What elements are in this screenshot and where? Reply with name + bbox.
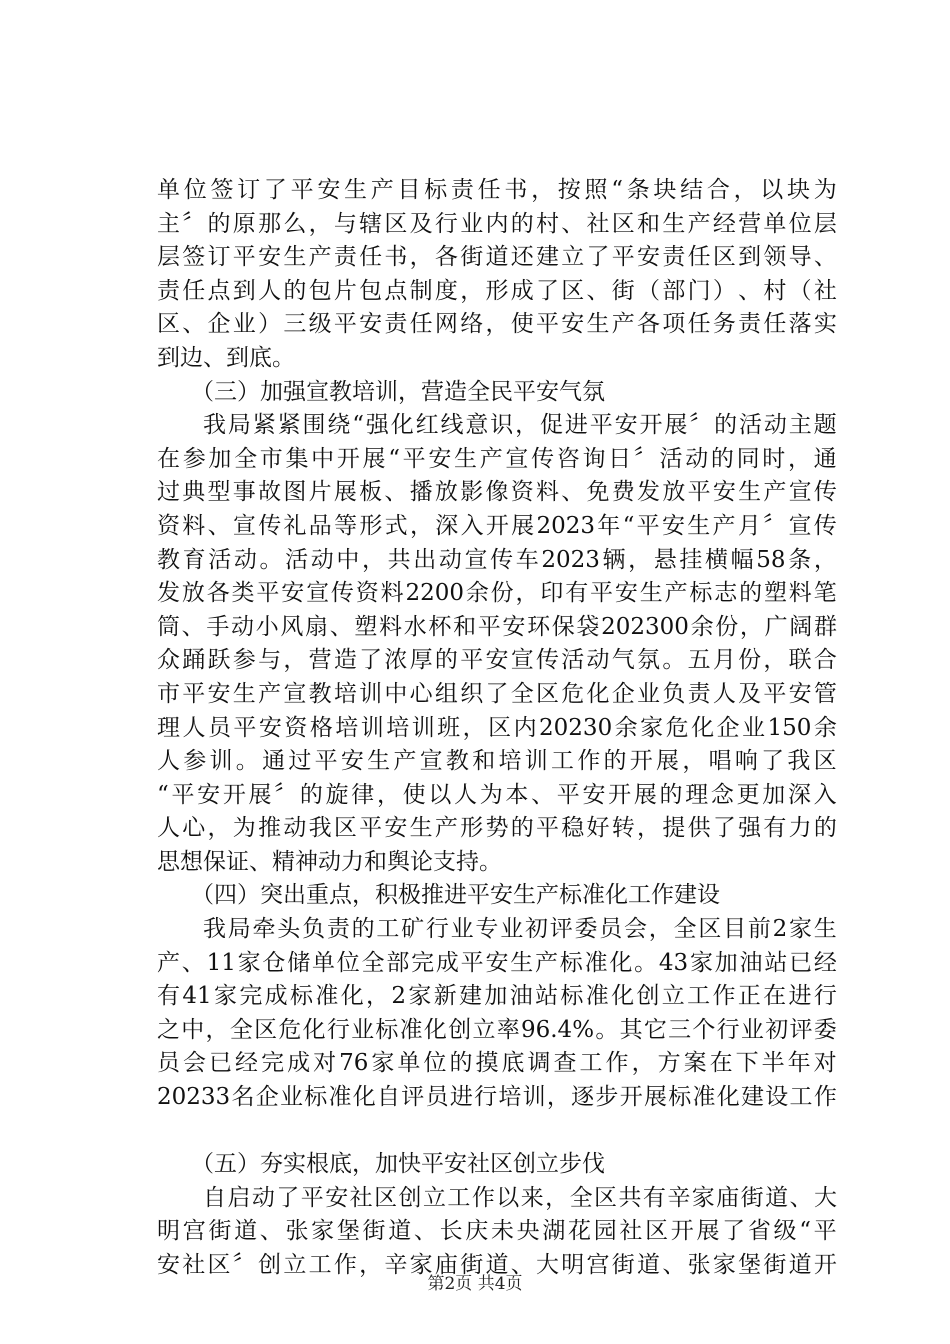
text-line: 员 会 已 经 完 成 对 76 家 单 位 的 摸 底 调 查 工 作 ， 方 案 在 下 半 年 对: [157, 1050, 837, 1077]
text-line: 安 社 区 〞 创 立 工 作 ， 辛 家 庙 街 道 、 大 明 宫 街 道 、 张 家 堡 街 道 开: [157, 1252, 837, 1278]
text-line: 20233 名 企 业 标 准 化 自 评 员 进 行 培 训 ， 逐 步 开 展 标 准 化 建 设 工 作: [157, 1084, 837, 1111]
text-line: 过 典 型 事 故 图 片 展 板 、 播 放 影 像 资 料 、 免 费 发 放 平 安 生 产 宣 传: [157, 479, 837, 506]
text-line: 我 局 紧 紧 围 绕 “ 强 化 红 线 意 识 ， 促 进 平 安 开 展 〞 的 活 动 主 题: [203, 412, 837, 439]
text-line: 理 人 员 平 安 资 格 培 训 培 训 班 ， 区 内 20230 余 家 危 化 企 业 150 余: [157, 714, 837, 741]
text-line: 教 育 活 动 。 活 动 中 ， 共 出 动 宣 传 车 2023 辆 ， 悬 挂 横 幅 58 条 ，: [157, 546, 837, 573]
text-line: 思想保证、精神动力和舆论支持。: [157, 848, 502, 875]
text-line: 区 、 企 业 ） 三 级 平 安 责 任 网 络 ， 使 平 安 生 产 各 项 任 务 责 任 落 实: [157, 311, 837, 338]
text-line: 在 参 加 全 市 集 中 开 展 “ 平 安 生 产 宣 传 咨 询 日 〞 活 动 的 同 时 ， 通: [157, 445, 837, 472]
text-line: 产 、 11 家 仓 储 单 位 全 部 完 成 平 安 生 产 标 准 化 。 43 家 加 油 站 已 经: [157, 949, 837, 976]
text-line: 资 料 、 宣 传 礼 品 等 形 式 ， 深 入 开 展 2023 年 “ 平 安 生 产 月 〞 宣 传: [157, 512, 837, 539]
blank-line: [157, 1115, 837, 1149]
text-line: 发 放 各 类 平 安 宣 传 资 料 2200 余 份 ， 印 有 平 安 生 产 标 志 的 塑 料 笔: [157, 580, 837, 607]
text-line: 有 41 家 完 成 标 准 化 ， 2 家 新 建 加 油 站 标 准 化 创 立 工 作 正 在 进 行: [157, 983, 837, 1010]
document-body: [157, 174, 837, 1283]
text-line: 筒 、 手 动 小 风 扇 、 塑 料 水 杯 和 平 安 环 保 袋 202300 余 份 ， 广 阔 群: [157, 613, 837, 640]
text-line: 人 参 训 。 通 过 平 安 生 产 宣 教 和 培 训 工 作 的 开 展 ， 唱 响 了 我 区: [157, 748, 837, 775]
section-heading: （四）突出重点，积极推进平安生产标准化工作建设: [191, 882, 720, 909]
page-number-footer: 第2页 共4页: [427, 1274, 523, 1294]
text-line: 责 任 点 到 人 的 包 片 包 点 制 度 ， 形 成 了 区 、 街 （ 部 门 ） 、 村 （ 社: [157, 277, 837, 304]
text-line: 明 宫 街 道 、 张 家 堡 街 道 、 长 庆 未 央 湖 花 园 社 区 开 展 了 省 级 “ 平: [157, 1218, 837, 1245]
text-line: 层 签 订 平 安 生 产 责 任 书 ， 各 街 道 还 建 立 了 平 安 责 任 区 到 领 导 、: [157, 244, 837, 271]
text-line: 市 平 安 生 产 宣 教 培 训 中 心 组 织 了 全 区 危 化 企 业 负 责 人 及 平 安 管: [157, 680, 837, 707]
text-line: 众 踊 跃 参 与 ， 营 造 了 浓 厚 的 平 安 宣 传 活 动 气 氛 。 五 月 份 ， 联 合: [157, 647, 837, 674]
text-line: 到边、到底。: [157, 344, 295, 371]
text-line: 人 心 ， 为 推 动 我 区 平 安 生 产 形 势 的 平 稳 好 转 ， 提 供 了 强 有 力 的: [157, 815, 837, 842]
text-line: “ 平 安 开 展 〞 的 旋 律 ， 使 以 人 为 本 、 平 安 开 展 的 理 念 更 加 深 入: [157, 781, 837, 808]
text-line: 之 中 ， 全 区 危 化 行 业 标 准 化 创 立 率 96.4% 。 其 它 三 个 行 业 初 评 委: [157, 1016, 837, 1043]
text-line: 自 启 动 了 平 安 社 区 创 立 工 作 以 来 ， 全 区 共 有 辛 家 庙 街 道 、 大: [203, 1184, 837, 1211]
section-heading: （五）夯实根底，加快平安社区创立步伐: [191, 1151, 605, 1178]
text-line: 单 位 签 订 了 平 安 生 产 目 标 责 任 书 ， 按 照 “ 条 块 结 合 ， 以 块 为: [157, 177, 837, 203]
text-line: 我 局 牵 头 负 责 的 工 矿 行 业 专 业 初 评 委 员 会 ， 全 区 目 前 2 家 生: [203, 916, 837, 943]
section-heading: （三）加强宣教培训，营造全民平安气氛: [191, 378, 605, 405]
text-line: 主 〞 的 原 那 么 ， 与 辖 区 及 行 业 内 的 村 、 社 区 和 生 产 经 营 单 位 层: [157, 210, 837, 237]
